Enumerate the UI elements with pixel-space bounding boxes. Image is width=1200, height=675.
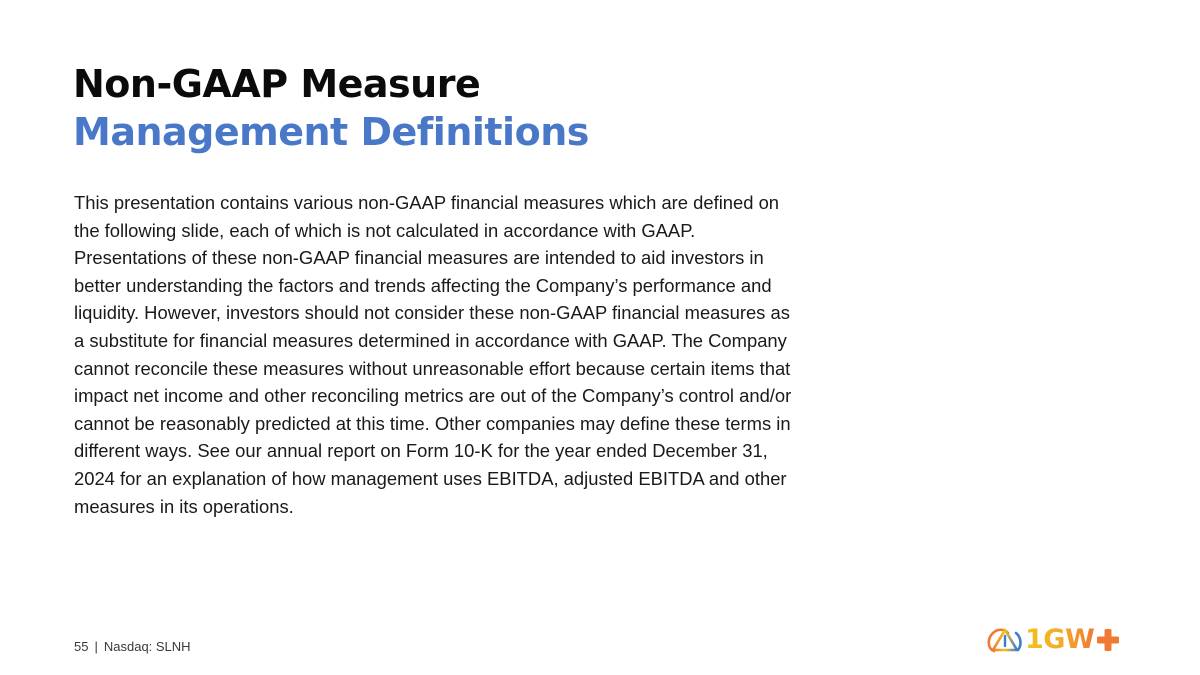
exchange-ticker: Nasdaq: SLNH — [103, 639, 191, 654]
triangle-waves-icon — [986, 624, 1024, 656]
footer — [74, 638, 191, 656]
footer-separator: | — [94, 639, 98, 654]
title-block — [73, 60, 589, 156]
page-title: Non-GAAP Measure — [73, 62, 481, 106]
plus-icon — [1095, 627, 1121, 653]
logo-wordmark: 1GW — [1025, 624, 1095, 655]
page-number: 55 — [74, 639, 89, 654]
company-logo — [986, 624, 1132, 656]
body-paragraph: This presentation contains various non-GAAP financial measures which are defined on the following slide, each of which is not calculated in accordance with GAAP. Presentations of these non-GAAP financial measures are intended to aid investors in better understanding the factors and trends affecting the Company’s performance and liquidity. However, investors should not consider these non-GAAP financial measures as a substitute for financial measures determined in accordance with GAAP. The Company cannot reconcile these measures without unreasonable effort because certain items that impact net income and other reconciling metrics are out of the Company’s control and/or cannot be reasonably predicted at this time. Other companies may define these terms in different ways. See our annual report on Form 10-K for the year ended December 31, 2024 for an explanation of how management uses EBITDA, adjusted EBITDA and other measures in its operations. — [74, 192, 792, 517]
page-subtitle: Management Definitions — [73, 110, 589, 154]
